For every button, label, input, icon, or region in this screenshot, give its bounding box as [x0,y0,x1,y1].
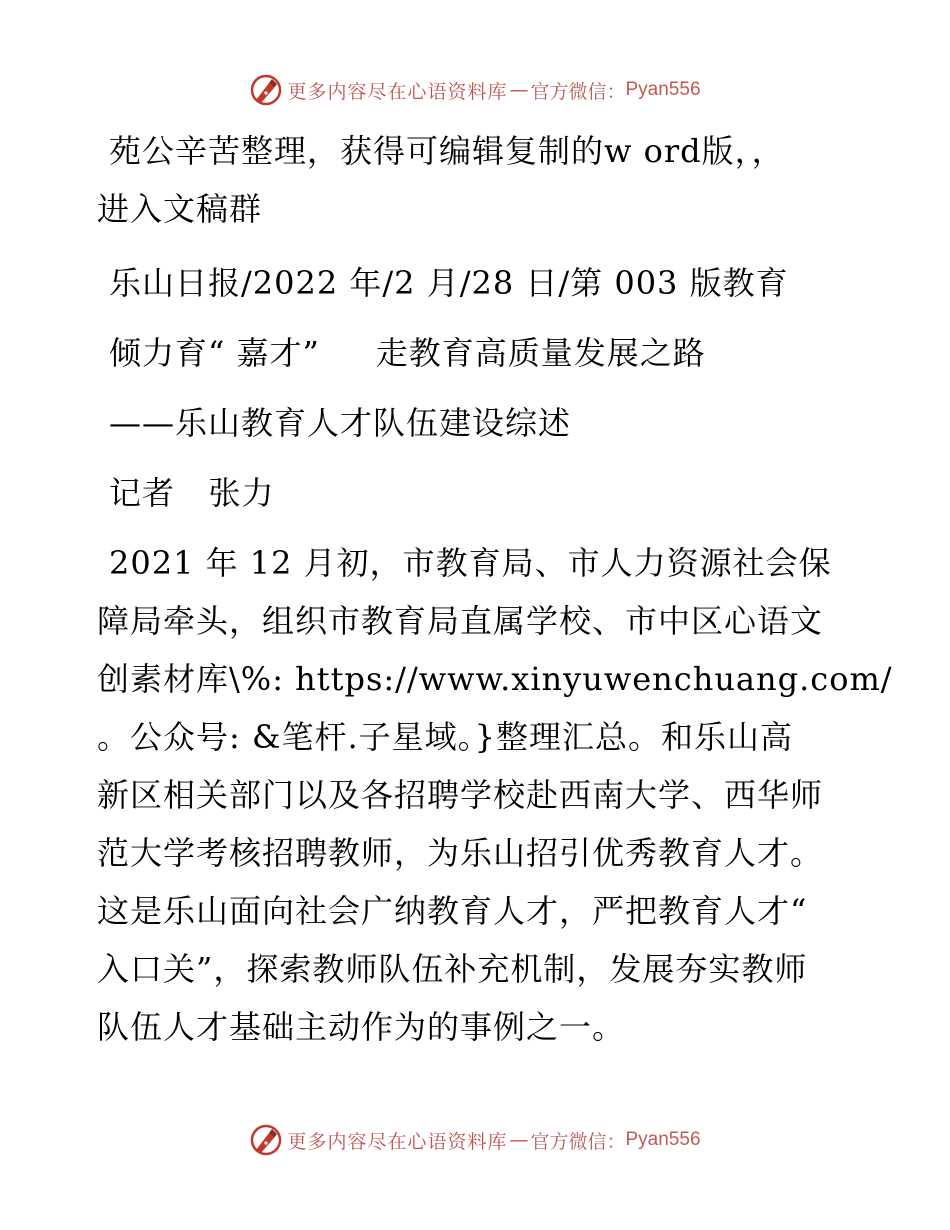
banner-account: Pyan556 [625,1129,701,1150]
paragraph-line: 。公众号: &笔杆.子星域。}整理汇总。和乐山高 [97,718,793,756]
banner-account: Pyan556 [625,79,701,100]
footer-banner [0,1120,950,1160]
article-title: 倾力育“ 嘉才” 走教育高质量发展之路 [109,334,706,372]
document-body [97,122,893,1056]
paragraph-line: 新区相关部门以及各招聘学校赴西南大学、西华师 [97,776,824,814]
paragraph-line: 2021 年 12 月初，市教育局、市人力资源社会保 [109,544,832,582]
paragraph-line: 队伍人才基础主动作为的事例之一。 [97,1008,626,1046]
article-subtitle: ——乐山教育人才队伍建设综述 [109,404,572,442]
banner-brand: 更多内容尽在心语资料库 [287,80,508,103]
paragraph-line: 入口关”，探索教师队伍补充机制，发展夯实教师 [97,950,808,988]
article-paragraph [97,534,893,1056]
byline: 记者 张力 [109,474,275,512]
header-banner [0,70,950,110]
banner-brand: 更多内容尽在心语资料库 [287,1130,508,1153]
source-line: 乐山日报/2022 年/2 月/28 日/第 003 版教育 [109,264,789,302]
banner-wechat-label: 官方微信： [530,1130,626,1153]
intro-line-1: 苑公辛苦整理，获得可编辑复制的w ord版，， [109,132,785,170]
banner-separator: — [509,79,529,101]
pen-nib-icon [249,73,283,107]
intro-line-2: 进入文稿群 [97,190,263,228]
paragraph-line: 创素材库\%: https://www.xinyuwenchuang.com/ [97,660,893,698]
paragraph-line: 这是乐山面向社会广纳教育人才，严把教育人才“ [97,892,808,930]
banner-separator: — [509,1129,529,1151]
banner-wechat-label: 官方微信： [530,80,626,103]
paragraph-line: 范大学考核招聘教师，为乐山招引优秀教育人才。 [97,834,824,872]
paragraph-line: 障局牵头，组织市教育局直属学校、市中区心语文 [97,602,824,640]
pen-nib-icon [249,1123,283,1157]
